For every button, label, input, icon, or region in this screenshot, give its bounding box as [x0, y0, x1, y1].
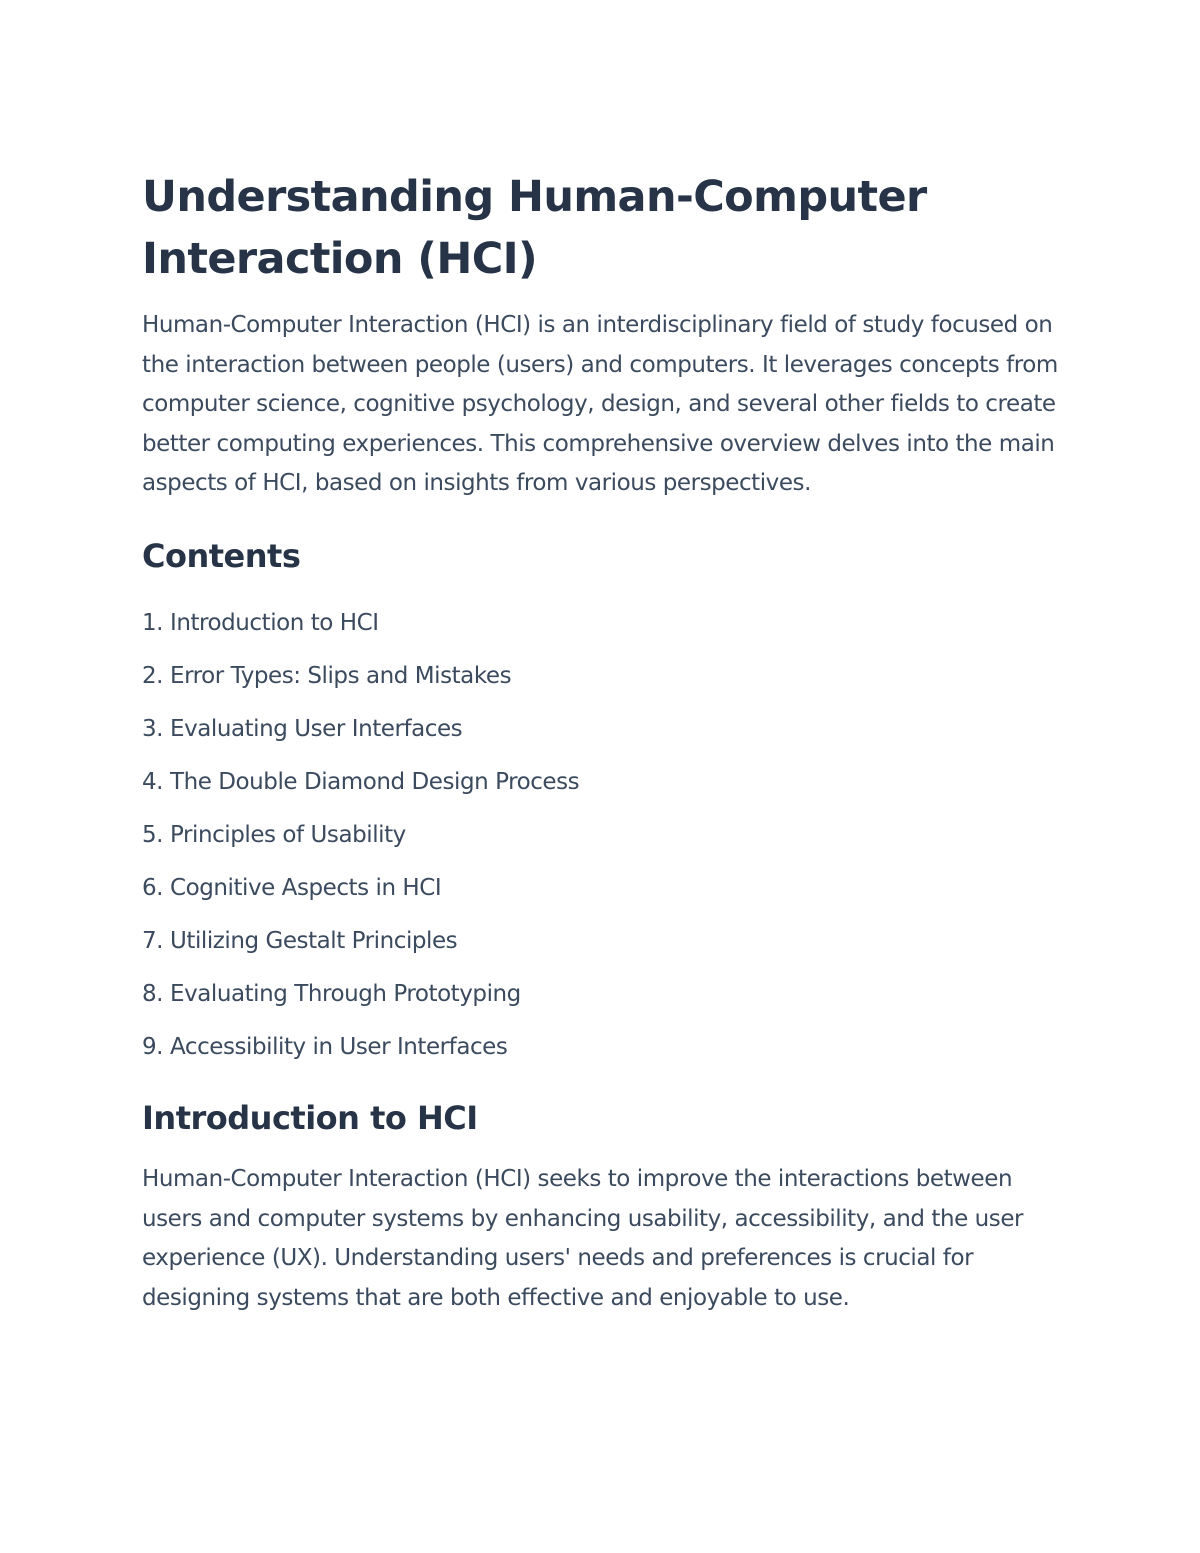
toc-item-number: 3.	[142, 715, 164, 742]
toc-item-number: 1.	[142, 609, 164, 636]
toc-item[interactable]	[142, 756, 1072, 809]
toc-item-number: 6.	[142, 874, 164, 901]
toc-item-label: The Double Diamond Design Process	[170, 768, 580, 795]
toc-item-number: 5.	[142, 821, 164, 848]
table-of-contents	[142, 597, 1072, 1074]
toc-item-number: 2.	[142, 662, 164, 689]
toc-item[interactable]	[142, 650, 1072, 703]
toc-item[interactable]	[142, 809, 1072, 862]
toc-item-number: 7.	[142, 927, 164, 954]
toc-item-label: Evaluating User Interfaces	[170, 715, 463, 742]
toc-item-label: Introduction to HCI	[170, 609, 379, 636]
toc-item[interactable]	[142, 597, 1072, 650]
toc-item-label: Evaluating Through Prototyping	[170, 980, 521, 1007]
intro-paragraph: Human-Computer Interaction (HCI) is an interdisciplinary field of study focused on the interaction between people (users) and computers. It leverages concepts from computer science, cognitive psychology, design, and several other fields to create better computing experiences. This comprehensive overview delves into the main aspects of HCI, based on insights from various perspectives.	[142, 312, 1058, 497]
toc-item-label: Accessibility in User Interfaces	[170, 1033, 508, 1060]
document-page	[142, 166, 1072, 1318]
toc-item[interactable]	[142, 703, 1072, 756]
toc-item-number: 8.	[142, 980, 164, 1007]
toc-item-label: Cognitive Aspects in HCI	[170, 874, 442, 901]
toc-item-number: 9.	[142, 1033, 164, 1060]
contents-heading: Contents	[142, 536, 301, 575]
toc-item-label: Principles of Usability	[170, 821, 406, 848]
toc-item-label: Utilizing Gestalt Principles	[170, 927, 458, 954]
toc-item[interactable]	[142, 1021, 1072, 1074]
page-title: Understanding Human-Computer Interaction (HCI)	[142, 172, 927, 284]
toc-item-label: Error Types: Slips and Mistakes	[170, 662, 512, 689]
section-paragraph: Human-Computer Interaction (HCI) seeks to improve the interactions between users and computer systems by enhancing usability, accessibility, and the user experience (UX). Understanding users' needs and preferences is crucial for designing systems that are both effective and enjoyable to use.	[142, 1165, 1024, 1311]
toc-item[interactable]	[142, 862, 1072, 915]
toc-item[interactable]	[142, 968, 1072, 1021]
toc-item[interactable]	[142, 915, 1072, 968]
section-heading: Introduction to HCI	[142, 1098, 478, 1137]
toc-item-number: 4.	[142, 768, 164, 795]
